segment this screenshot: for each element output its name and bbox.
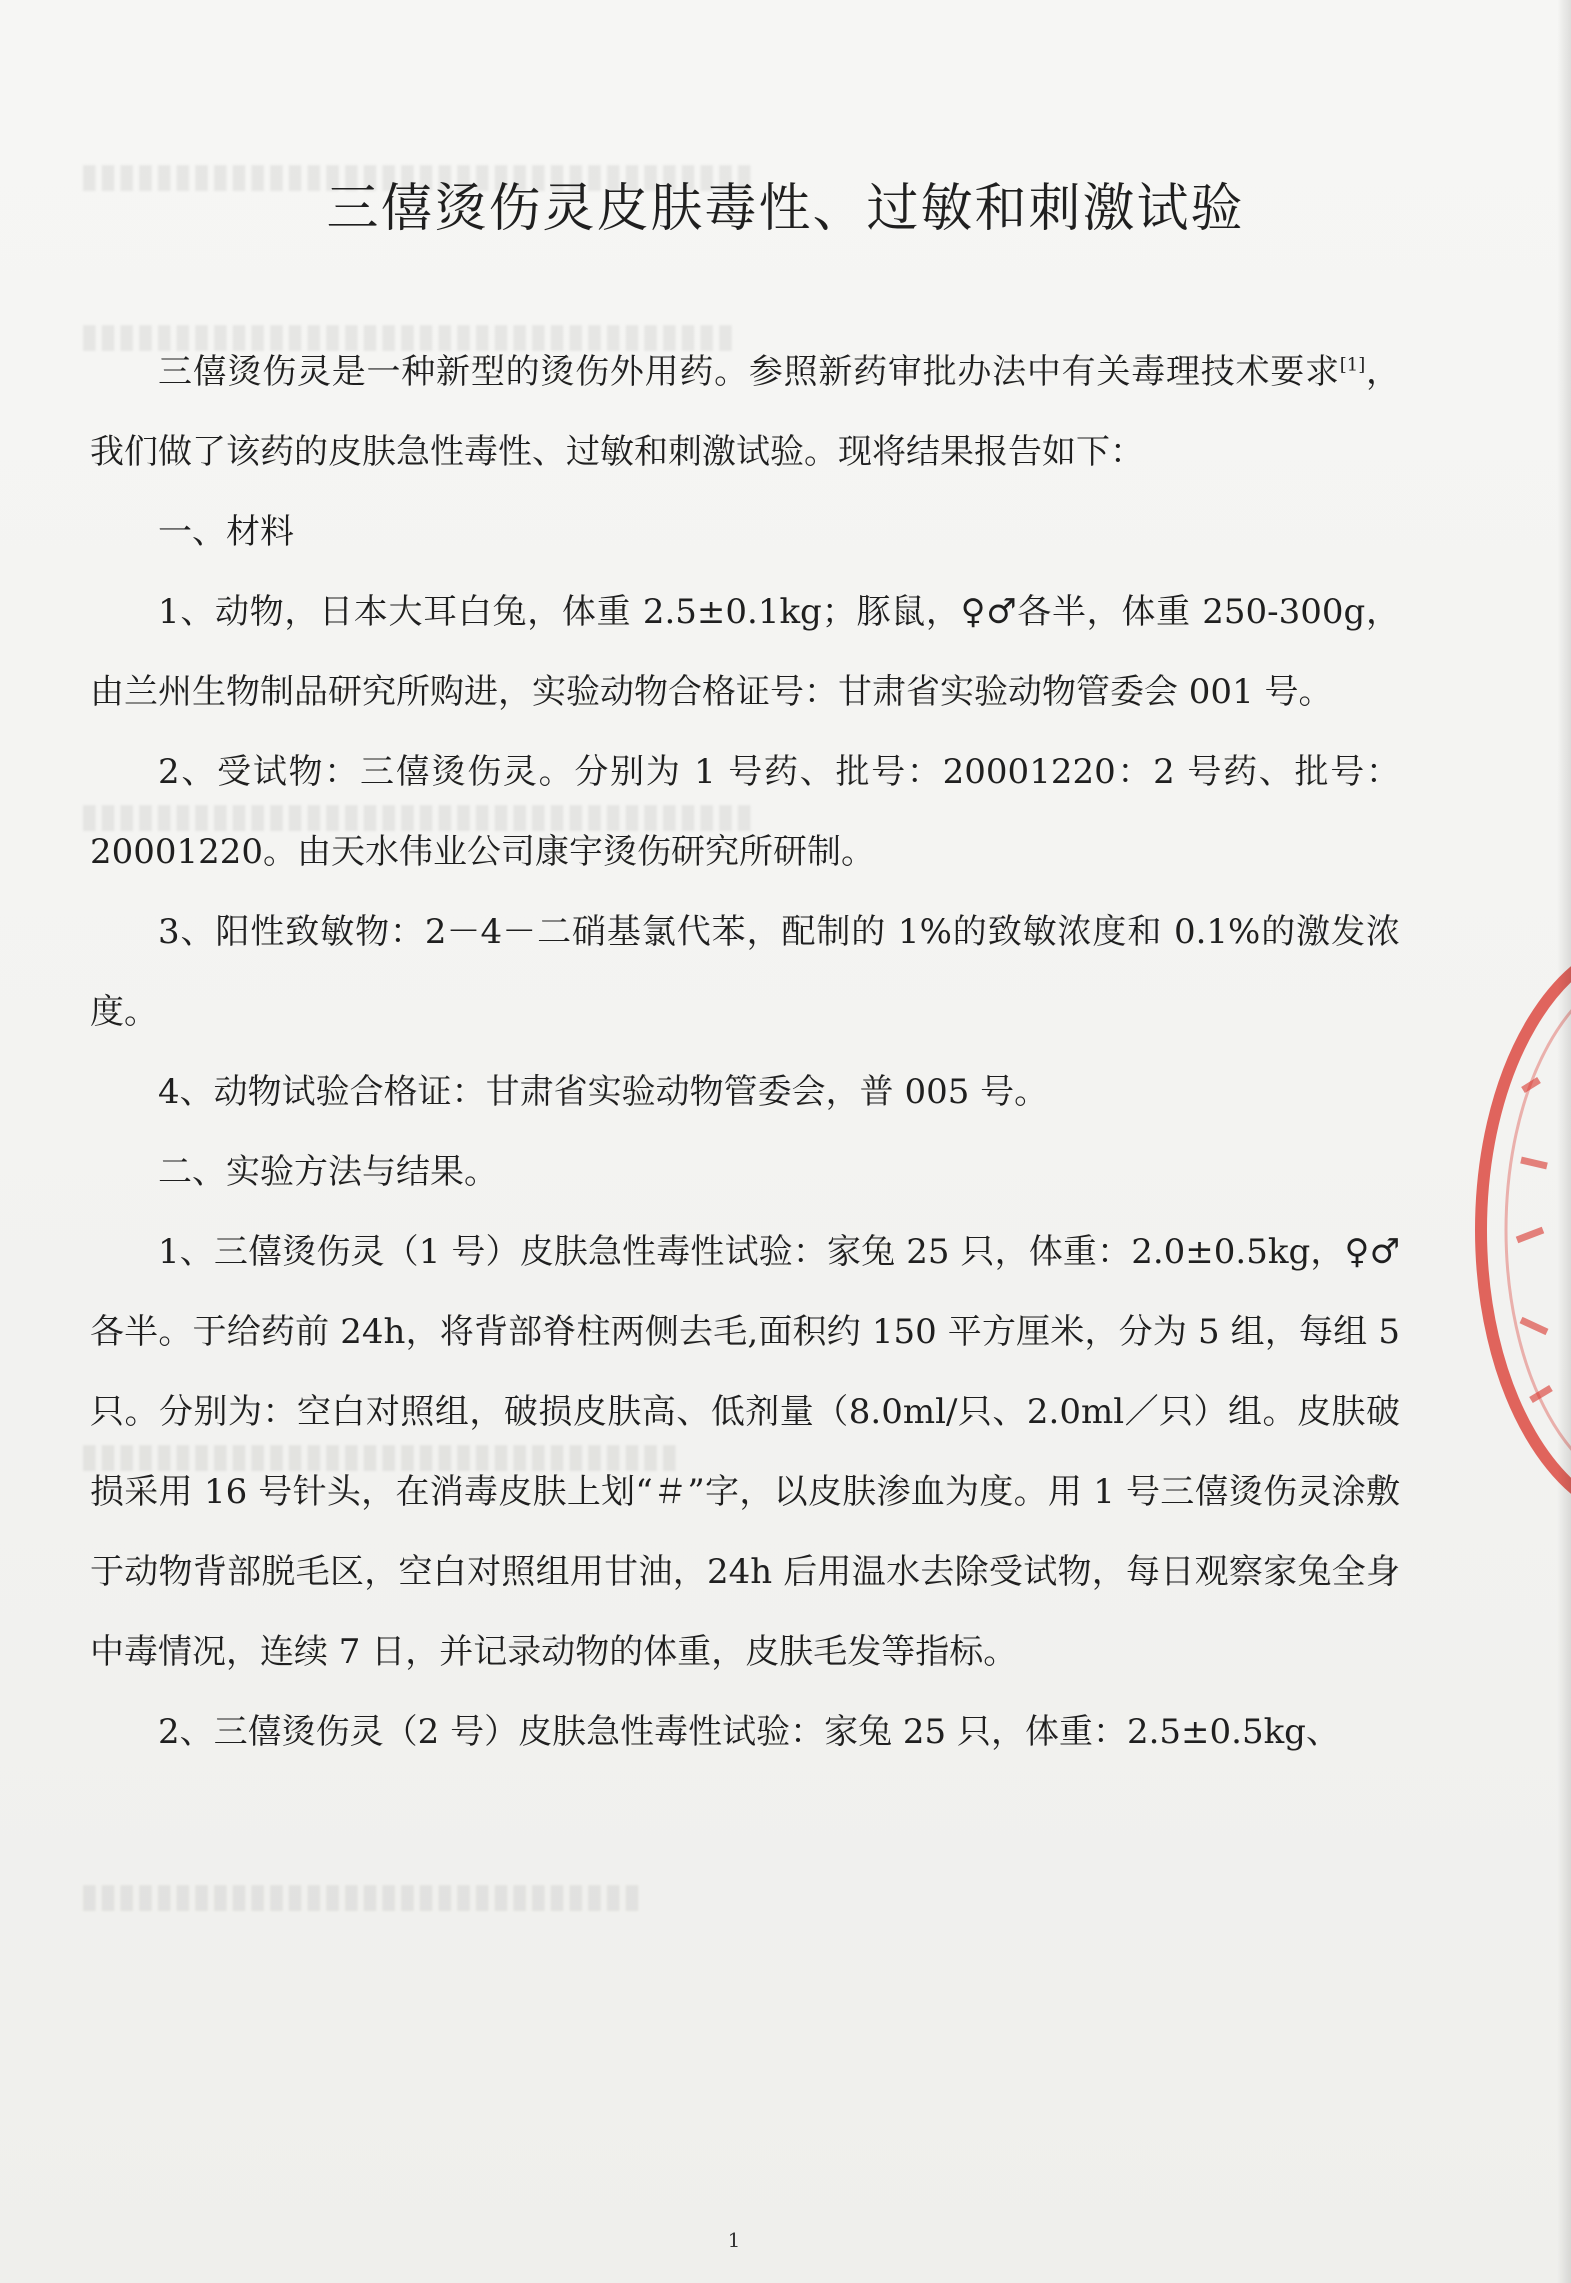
document-title: 三僖烫伤灵皮肤毒性、过敏和刺激试验: [326, 179, 1245, 239]
materials-item-animals: 1、动物，日本大耳白兔，体重 2.5±0.1kg；豚鼠，♀♂各半，体重 250-300g，由兰州生物制品研究所购进，实验动物合格证号：甘肃省实验动物管委会 001 号。: [90, 592, 1400, 712]
intro-paragraph: [90, 332, 1400, 492]
reference-marker: [1]: [1339, 354, 1366, 376]
bleed-through-text: ▮▮▮▮▮▮▮▮▮▮▮▮▮▮▮▮▮▮▮▮▮▮▮▮▮▮▮▮▮▮▮▮▮▮▮▮: [80, 796, 754, 836]
page-edge-shadow: [1557, 0, 1571, 2283]
bleed-through-text: ▮▮▮▮▮▮▮▮▮▮▮▮▮▮▮▮▮▮▮▮▮▮▮▮▮▮▮▮▮▮▮▮: [80, 1436, 679, 1476]
section-heading-methods-results: 二、实验方法与结果。: [158, 1152, 498, 1192]
bleed-through-text: ▮▮▮▮▮▮▮▮▮▮▮▮▮▮▮▮▮▮▮▮▮▮▮▮▮▮▮▮▮▮▮▮▮▮▮: [80, 316, 735, 356]
result-paragraph-1: 1、三僖烫伤灵（1 号）皮肤急性毒性试验：家兔 25 只，体重：2.0±0.5kg，♀♂各半。于给药前 24h，将背部脊柱两侧去毛,面积约 150 平方厘米，分为 5 组，每组 5 只。分别为：空白对照组，破损皮肤高、低剂量（8.0ml/只、2.0ml／只）组。皮肤破损采用 16 号针头，在消毒皮肤上划“＃”字，以皮肤渗血为度。用 1 号三僖烫伤灵涂敷于动物背部脱毛区，空白对照组用甘油，24h 后用温水去除受试物，每日观察家兔全身中毒情况，连续 7 日，并记录动物的体重，皮肤毛发等指标。: [90, 1232, 1400, 1672]
intro-text-continued: ，我们做了该药的皮肤急性毒性、过敏和刺激试验。现将结果报告如下：: [90, 352, 1401, 472]
bleed-through-text: ▮▮▮▮▮▮▮▮▮▮▮▮▮▮▮▮▮▮▮▮▮▮▮▮▮▮▮▮▮▮: [80, 1876, 642, 1916]
intro-text: 三僖烫伤灵是一种新型的烫伤外用药。参照新药审批办法中有关毒理技术要求: [158, 352, 1340, 392]
red-seal-stamp: [1451, 930, 1571, 1550]
result-paragraph-2: 2、三僖烫伤灵（2 号）皮肤急性毒性试验：家兔 25 只，体重：2.5±0.5kg、: [158, 1712, 1340, 1752]
materials-item-test-substance: 2、受试物：三僖烫伤灵。分别为 1 号药、批号：20001220：2 号药、批号：20001220。由天水伟业公司康宇烫伤研究所研制。: [90, 752, 1400, 872]
document-body: [90, 332, 1400, 1772]
materials-item-positive-sensitizer: 3、阳性致敏物：2－4－二硝基氯代苯，配制的 1%的致敏浓度和 0.1%的激发浓度。: [90, 912, 1400, 1032]
materials-item-certificate: 4、动物试验合格证：甘肃省实验动物管委会，普 005 号。: [158, 1072, 1049, 1112]
bleed-through-text: ▮▮▮▮▮▮▮▮▮▮▮▮▮▮▮▮▮▮▮▮▮▮▮▮▮▮▮▮▮▮▮▮▮▮▮▮: [80, 156, 754, 196]
page-number: 1: [727, 2228, 741, 2252]
section-heading-materials: 一、材料: [158, 512, 294, 552]
